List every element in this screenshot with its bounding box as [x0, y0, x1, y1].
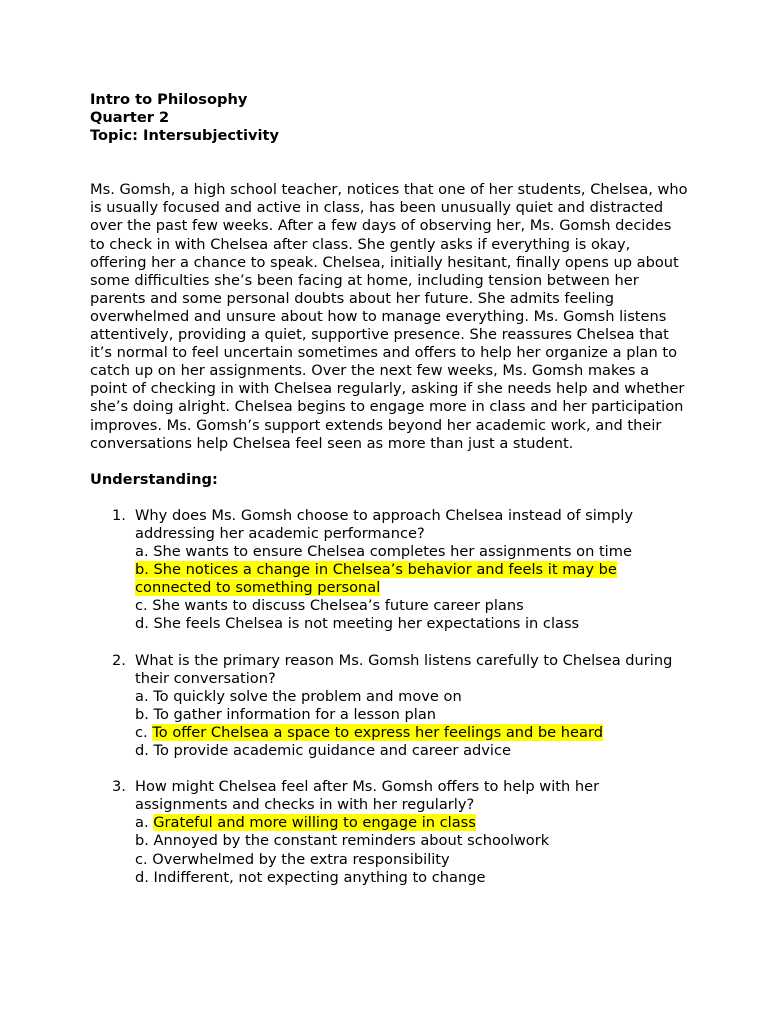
question-text: How might Chelsea feel after Ms. Gomsh offers to help with her assignments and checks in with her regularly?	[135, 778, 600, 814]
option-a-prefix: a.	[135, 814, 154, 832]
section-heading: Understanding:	[90, 470, 218, 488]
question-item	[90, 778, 690, 887]
option-c-highlighted	[135, 724, 690, 742]
option-a: a. To quickly solve the problem and move on	[135, 687, 462, 705]
option-a-highlighted	[135, 814, 690, 832]
course-title: Intro to Philosophy	[90, 91, 248, 108]
question-text: Why does Ms. Gomsh choose to approach Chelsea instead of simply addressing her academic performance?	[135, 506, 633, 542]
option-d: d. To provide academic guidance and career advice	[135, 742, 511, 759]
quarter-label: Quarter 2	[90, 109, 170, 127]
reading-passage: Ms. Gomsh, a high school teacher, notices that one of her students, Chelsea, who is usually focused and active in class, has been unusually quiet and distracted over the past few weeks. After a few days of observing her, Ms. Gomsh decides to check in with Chelsea after class. She gently asks if everything is okay, offering her a chance to speak. Chelsea, initially hesitant, finally opens up about some difficulties she’s been facing at home, including tension between her parents and some personal doubts about her future. She admits feeling overwhelmed and unsure about how to manage everything. Ms. Gomsh listens attentively, providing a quiet, supportive presence. She reassures Chelsea that it’s normal to feel uncertain sometimes and offers to help her organize a plan to catch up on her assignments. Over the next few weeks, Ms. Gomsh makes a point of checking in with Chelsea regularly, asking if she needs help and whether she’s doing alright. Chelsea begins to engage more in class and her participation improves. Ms. Gomsh’s support extends beyond her academic work, and their conversations help Chelsea feel seen as more than just a student.	[90, 181, 688, 452]
option-c-prefix: c.	[135, 723, 153, 741]
highlighted-answer: b. She notices a change in Chelsea’s behavior and feels it may be connected to something personal	[135, 561, 617, 597]
option-c: c. Overwhelmed by the extra responsibility	[135, 850, 450, 868]
option-c: c. She wants to discuss Chelsea’s future career plans	[135, 597, 524, 615]
topic-label: Topic: Intersubjectivity	[90, 127, 280, 145]
highlighted-answer: Grateful and more willing to engage in class	[153, 814, 476, 832]
question-text: What is the primary reason Ms. Gomsh listens carefully to Chelsea during their conversation?	[135, 651, 673, 687]
option-b: b. Annoyed by the constant reminders about schoolwork	[135, 832, 550, 850]
option-d: d. She feels Chelsea is not meeting her expectations in class	[135, 615, 580, 633]
question-number: 3.	[112, 778, 126, 796]
question-item	[90, 652, 690, 761]
option-a: a. She wants to ensure Chelsea completes her assignments on time	[135, 542, 632, 560]
option-b-highlighted	[135, 561, 690, 597]
question-number: 1.	[112, 506, 126, 524]
question-list	[90, 507, 690, 887]
option-d: d. Indifferent, not expecting anything to change	[135, 868, 486, 886]
question-item	[90, 507, 690, 634]
highlighted-answer: To offer Chelsea a space to express her feelings and be heard	[152, 723, 603, 741]
question-number: 2.	[112, 651, 126, 669]
option-b: b. To gather information for a lesson plan	[135, 705, 437, 723]
document-page	[90, 91, 690, 905]
